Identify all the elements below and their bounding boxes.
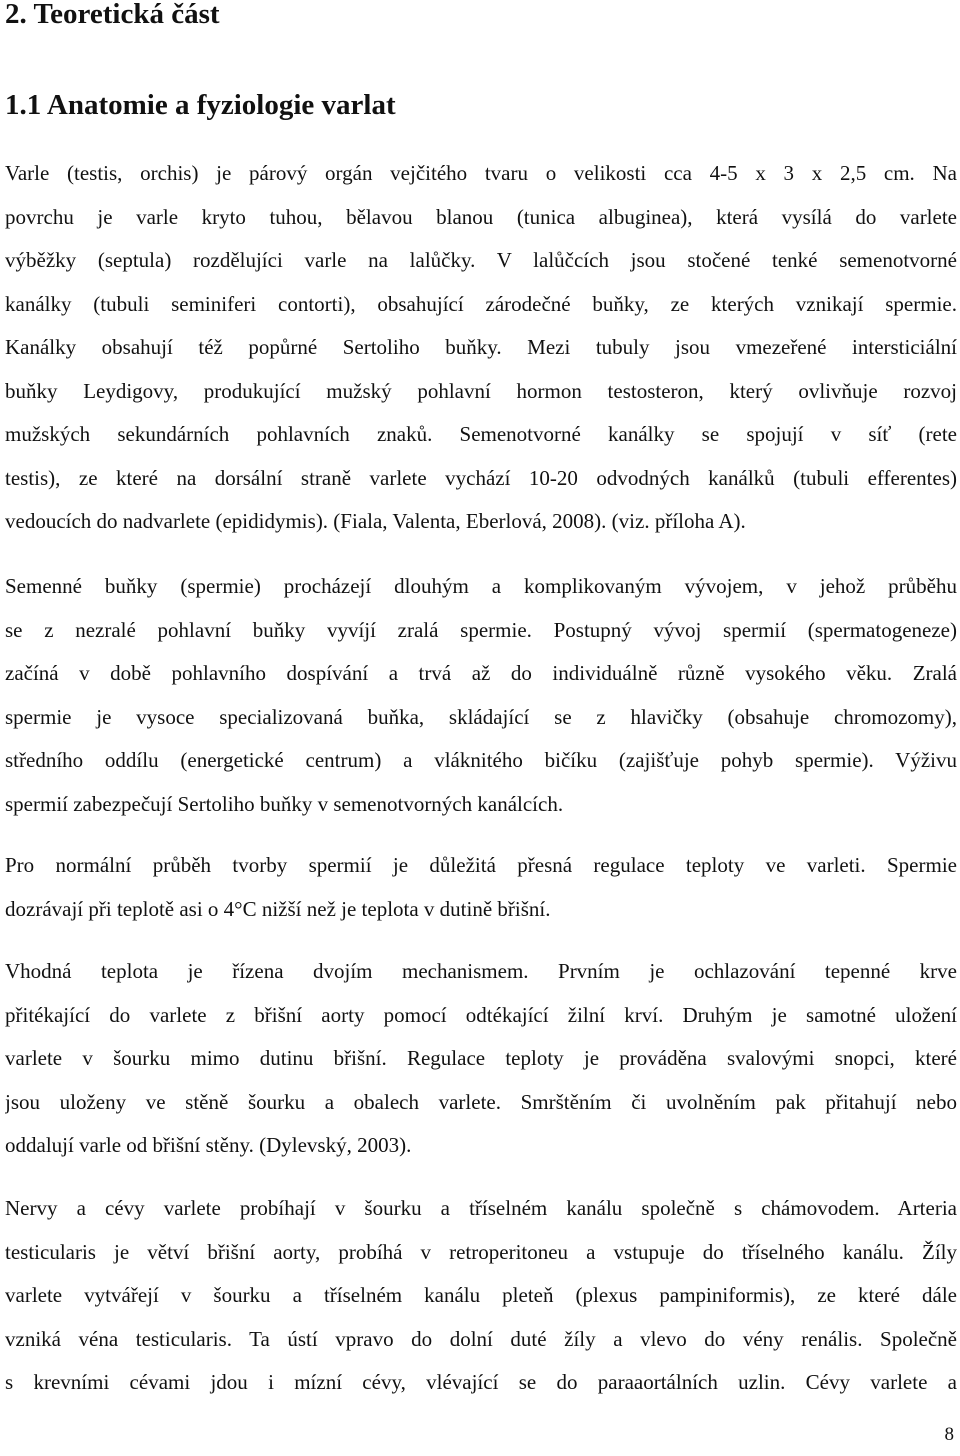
text-line: Pro normální průběh tvorby spermií je důležitá přesná regulace teploty ve varleti. Spermie xyxy=(5,853,957,877)
text-line: spermií zabezpečují Sertoliho buňky v semenotvorných kanálcích. xyxy=(5,791,564,816)
text-line: Nervy a cévy varlete probíhají v šourku a tříselném kanálu společně s chámovodem. Arteria xyxy=(5,1196,957,1220)
text-line: Vhodná teplota je řízena dvojím mechanismem. Prvním je ochlazování tepenné krve xyxy=(5,959,957,983)
text-line: oddalují varle od břišní stěny. (Dylevský, 2003). xyxy=(5,1133,412,1157)
text-line: testicularis je větví břišní aorty, probíhá v retroperitoneu a vstupuje do tříselného kanálu. Žíly xyxy=(5,1239,957,1264)
text-line: Kanálky obsahují též popůrné Sertoliho buňky. Mezi tubuly jsou vmezeřené intersticiální xyxy=(5,335,957,359)
text-line: se z nezralé pohlavní buňky vyvíjí zralá spermie. Postupný vývoj spermií (spermatogeneze) xyxy=(5,617,957,642)
paragraph-temperature xyxy=(5,844,957,931)
text-line: s krevními cévami jdou i mízní cévy, vlévající se do paraaortálních uzlin. Cévy varlete a xyxy=(5,1370,957,1394)
text-line: středního oddílu (energetické centrum) a vláknitého bičíku (zajišťuje pohyb spermie). Výživu xyxy=(5,748,957,772)
section-heading: 1.1 Anatomie a fyziologie varlat xyxy=(5,89,396,121)
paragraph-nerves-vessels xyxy=(5,1187,957,1405)
text-line: mužských sekundárních pohlavních znaků. Semenotvorné kanálky se spojují v síť (rete xyxy=(5,422,957,446)
text-line: jsou uloženy ve stěně šourku a obalech varlete. Smrštěním či uvolněním pak přitahují nebo xyxy=(5,1089,957,1114)
text-line: Semenné buňky (spermie) procházejí dlouhým a komplikovaným vývojem, v jehož průběhu xyxy=(5,574,957,598)
text-line: povrchu je varle kryto tuhou, bělavou blanou (tunica albuginea), která vysílá do varlete xyxy=(5,204,957,229)
paragraph-anatomy xyxy=(5,152,957,544)
text-line: kanálky (tubuli seminiferi contorti), obsahující zárodečné buňky, ze kterých vznikají spermie. xyxy=(5,291,957,316)
text-line: přitékající do varlete z břišní aorty pomocí odtékající žilní krví. Druhým je samotné uložení xyxy=(5,1002,957,1027)
text-line: varlete vytvářejí v šourku a tříselném kanálu pleteň (plexus pampiniformis), ze které dále xyxy=(5,1283,957,1307)
text-line: buňky Leydigovy, produkující mužský pohlavní hormon testosteron, který ovlivňuje rozvoj xyxy=(5,378,957,403)
text-line: testis), ze které na dorsální straně varlete vychází 10-20 odvodných kanálků (tubuli efferentes) xyxy=(5,465,957,490)
text-line: varlete v šourku mimo dutinu břišní. Regulace teploty je prováděna svalovými snopci, které xyxy=(5,1046,957,1070)
chapter-heading: 2. Teoretická část xyxy=(5,0,220,30)
text-line: výběžky (septula) rozdělujíci varle na lalůčky. V lalůčcích jsou stočené tenké semenotvorné xyxy=(5,248,957,272)
text-line: dozrávají při teplotě asi o 4°C nižší než je teplota v dutině břišní. xyxy=(5,896,551,921)
text-line: vzniká véna testicularis. Ta ústí vpravo do dolní duté žíly a vlevo do vény renális. Společně xyxy=(5,1326,957,1351)
paragraph-spermatogenesis xyxy=(5,565,957,826)
paragraph-regulation xyxy=(5,950,957,1168)
page-number: 8 xyxy=(944,1424,954,1445)
text-line: spermie je vysoce specializovaná buňka, skládající se z hlavičky (obsahuje chromozomy), xyxy=(5,704,957,729)
text-line: začíná v době pohlavního dospívání a trvá až do individuálně různě vysokého věku. Zralá xyxy=(5,661,957,685)
text-line: Varle (testis, orchis) je párový orgán vejčitého tvaru o velikosti cca 4-5 x 3 x 2,5 cm. Na xyxy=(5,161,957,185)
text-line: vedoucích do nadvarlete (epididymis). (Fiala, Valenta, Eberlová, 2008). (viz. příloha A). xyxy=(5,509,746,533)
